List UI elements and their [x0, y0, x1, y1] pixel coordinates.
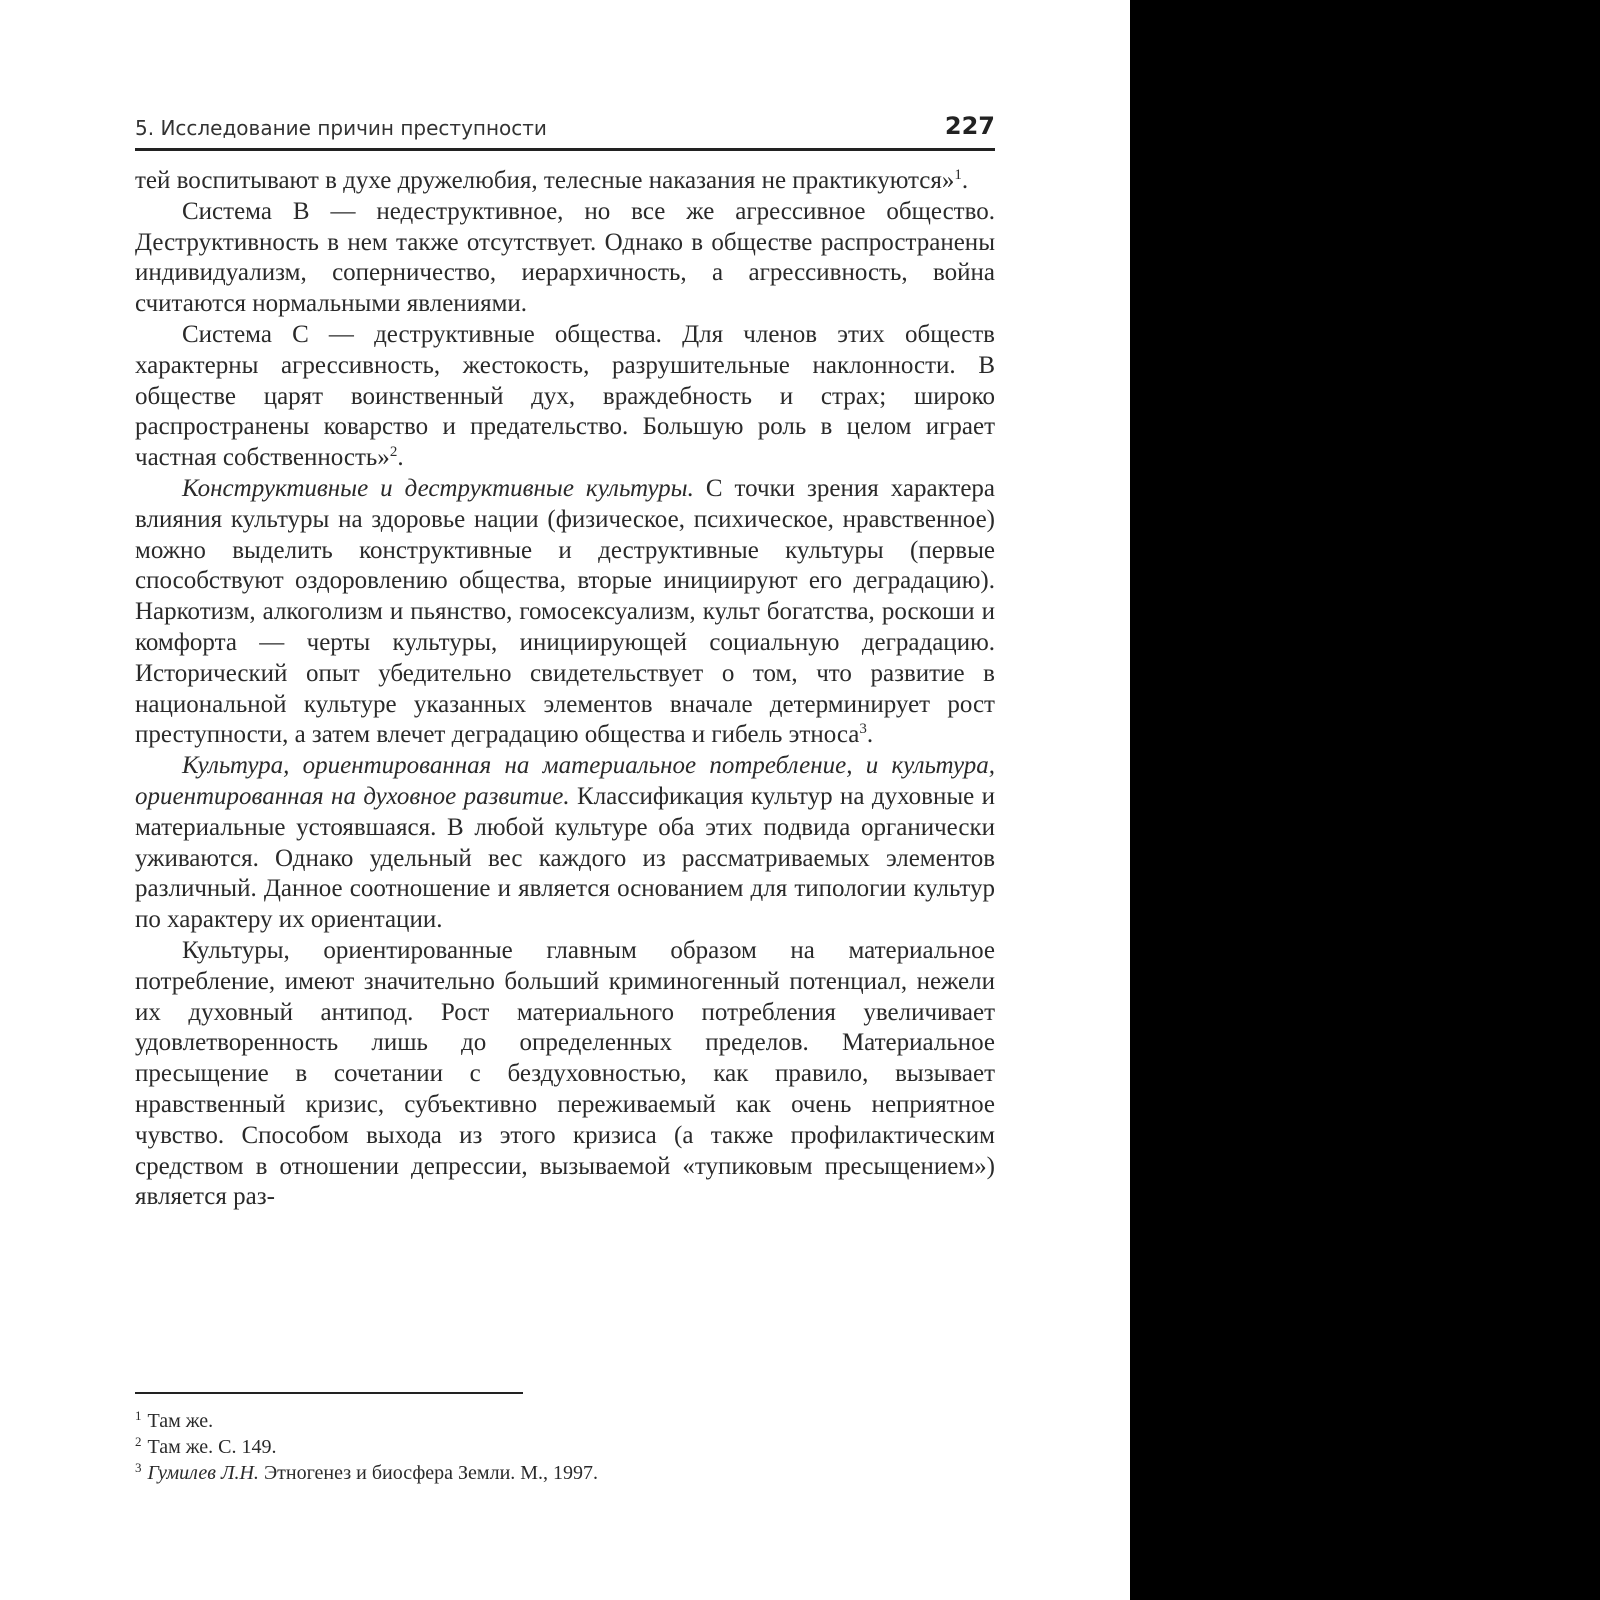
paragraph-text: Классификация культур на духовные и материальные устоявшаяся. В любой культуре оба этих подвида органически уживаются. Однако удельный вес каждого из рассматриваемых элементов различный. Данное соотношение и является основанием для типологии культур по характеру их ориентации.	[135, 782, 995, 934]
footnote-text: Там же. С. 149.	[147, 1436, 277, 1458]
paragraph-system-c	[135, 320, 995, 474]
footnote-ref: 1	[954, 167, 962, 183]
footnote-mark: 3	[135, 1460, 142, 1475]
footnote-author: Гумилев Л.Н.	[147, 1462, 259, 1484]
running-header	[135, 110, 995, 151]
footnotes	[135, 1408, 995, 1486]
paragraph-text: Культуры, ориентированные главным образом на материальное потребление, имеют значительно больший криминогенный потенциал, нежели их духовный антипод. Рост материального потребления увеличивает удовлетворенность лишь до определенных пределов. Материальное пресыщение в сочетании с бездуховностью, как правило, вызывает нравственный кризис, субъективно переживаемый как очень неприятное чувство. Способом выхода из этого кризиса (а также профилактическим средством в отношении депрессии, вызываемой «тупиковым пресыщением») является раз-	[135, 936, 995, 1211]
paragraph-constructive-cultures	[135, 474, 995, 751]
paragraph-material-spiritual	[135, 751, 995, 936]
scan-border	[1130, 0, 1600, 1600]
page-number: 227	[944, 112, 995, 140]
paragraph-heading: Культура, ориентированная на материальное потребление, и культура, ориентированная на духовное развитие.	[135, 752, 995, 810]
paragraph-heading: Конструктивные и деструктивные культуры.	[182, 474, 694, 502]
footnote-ref: 3	[859, 721, 867, 738]
footnote-mark: 2	[135, 1434, 142, 1449]
paragraph-continuation	[135, 166, 995, 197]
paragraph-system-b	[135, 197, 995, 320]
footnote-ref: 2	[389, 444, 398, 461]
footnote-text: Этногенез и биосфера Земли. М., 1997.	[258, 1462, 599, 1484]
footnote	[135, 1408, 995, 1434]
paragraph-text: С точки зрения характера влияния культуры на здоровье нации (физическое, психическое, нравственное) можно выделить конструктивные и деструктивные культуры (первые способствуют оздоровлению общества, вторые инициируют его деградацию). Наркотизм, алкоголизм и пьянство, гомосексуализм, культ богатства, роскоши и комфорта — черты культуры, инициирующей социальную деградацию. Исторический опыт убедительно свидетельствует о том, что развитие в национальной культуре указанных элементов вначале детерминирует рост преступности, а затем влечет деградацию общества и гибель этноса	[135, 474, 996, 749]
footnote-divider	[135, 1392, 523, 1394]
paragraph-tail: .	[961, 167, 969, 194]
footnote	[135, 1434, 995, 1460]
footnote-mark: 1	[135, 1408, 142, 1423]
footnote-text: Там же.	[147, 1410, 214, 1432]
paragraph-material-cultures	[135, 936, 995, 1213]
body-text	[135, 166, 995, 1213]
paragraph-tail: .	[866, 721, 874, 749]
footnote	[135, 1460, 995, 1486]
chapter-title: 5. Исследование причин преступности	[135, 116, 547, 140]
paragraph-text: Система B — недеструктивное, но все же агрессивное общество. Деструктивность в нем также отсутствует. Однако в обществе распространены индивидуализм, соперничество, иерархичность, а агрессивность, война считаются нормальными явлениями.	[135, 197, 995, 318]
paragraph-text: тей воспитывают в духе дружелюбия, телесные наказания не практикуются»	[135, 167, 955, 194]
paragraph-tail: .	[397, 444, 404, 472]
paragraph-text: Система C — деструктивные общества. Для членов этих обществ характерны агрессивность, жестокость, разрушительные наклонности. В обществе царят воинственный дух, враждебность и страх; широко распространены коварство и предательство. Большую роль в целом играет частная собственность»	[135, 320, 995, 472]
